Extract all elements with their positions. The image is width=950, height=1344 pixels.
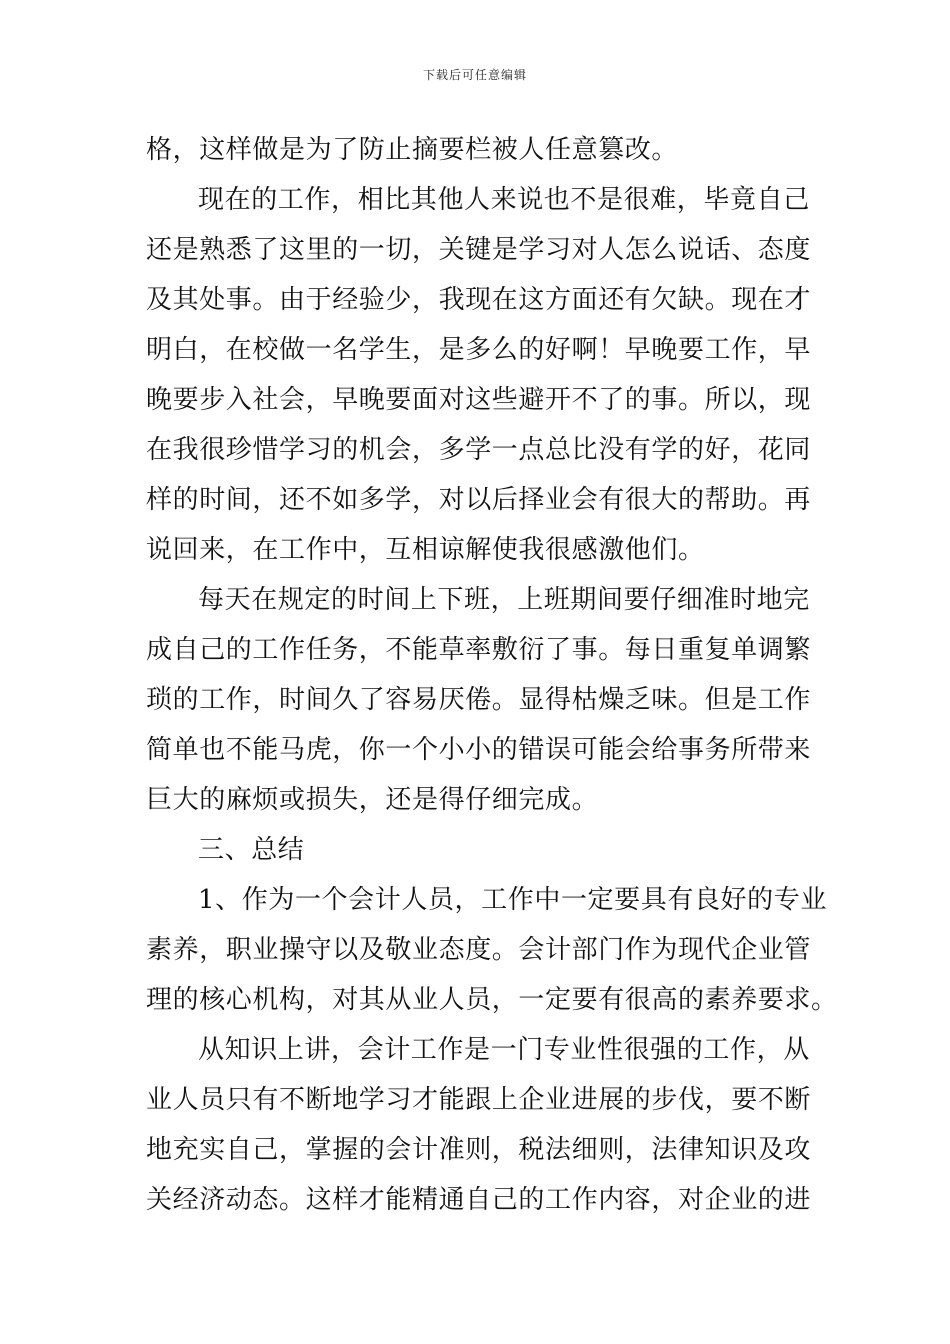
text-line: 成自己的工作任务，不能草率敷衍了事。每日重复单调繁: [146, 635, 812, 665]
text-line: 还是熟悉了这里的一切，关键是学习对人怎么说话、态度: [146, 235, 812, 265]
text-line: 晚要步入社会，早晚要面对这些避开不了的事。所以，现: [146, 385, 812, 415]
text-line: 巨大的麻烦或损失，还是得仔细完成。: [146, 785, 599, 815]
text-line: 关经济动态。这样才能精通自己的工作内容，对企业的进: [146, 1185, 812, 1215]
text-line: 从知识上讲，会计工作是一门专业性很强的工作，从: [198, 1035, 810, 1065]
text-line: 地充实自己，掌握的会计准则，税法细则，法律知识及攻: [146, 1135, 812, 1165]
text-line: 说回来，在工作中，互相谅解使我很感激他们。: [146, 535, 705, 565]
text-line: 明白，在校做一名学生，是多么的好啊！早晚要工作，早: [146, 335, 812, 365]
section-heading: 三、总结: [198, 835, 305, 865]
text-line: 琐的工作，时间久了容易厌倦。显得枯燥乏味。但是工作: [146, 685, 812, 715]
text-line: 在我很珍惜学习的机会，多学一点总比没有学的好，花同: [146, 435, 812, 465]
text-line: 样的时间，还不如多学，对以后择业会有很大的帮助。再: [146, 485, 812, 515]
document-body: [146, 125, 838, 1225]
text-line: 业人员只有不断地学习才能跟上企业进展的步伐，要不断: [146, 1085, 812, 1115]
header-note: 下载后可任意编辑: [422, 68, 527, 82]
text-line: 每天在规定的时间上下班，上班期间要仔细准时地完: [198, 585, 810, 615]
text-line: 及其处事。由于经验少，我现在这方面还有欠缺。现在才: [146, 285, 812, 315]
text-line: 格，这样做是为了防止摘要栏被人任意篡改。: [146, 135, 679, 165]
text-line: 素养，职业操守以及敬业态度。会计部门作为现代企业管: [146, 935, 812, 965]
text-line: 简单也不能马虎，你一个小小的错误可能会给事务所带来: [146, 735, 812, 765]
text-line: 理的核心机构，对其从业人员，一定要有很高的素养要求。: [146, 985, 838, 1015]
text-line: 1、作为一个会计人员，工作中一定要具有良好的专业: [198, 885, 827, 915]
text-line: 现在的工作，相比其他人来说也不是很难，毕竟自己: [198, 185, 810, 215]
